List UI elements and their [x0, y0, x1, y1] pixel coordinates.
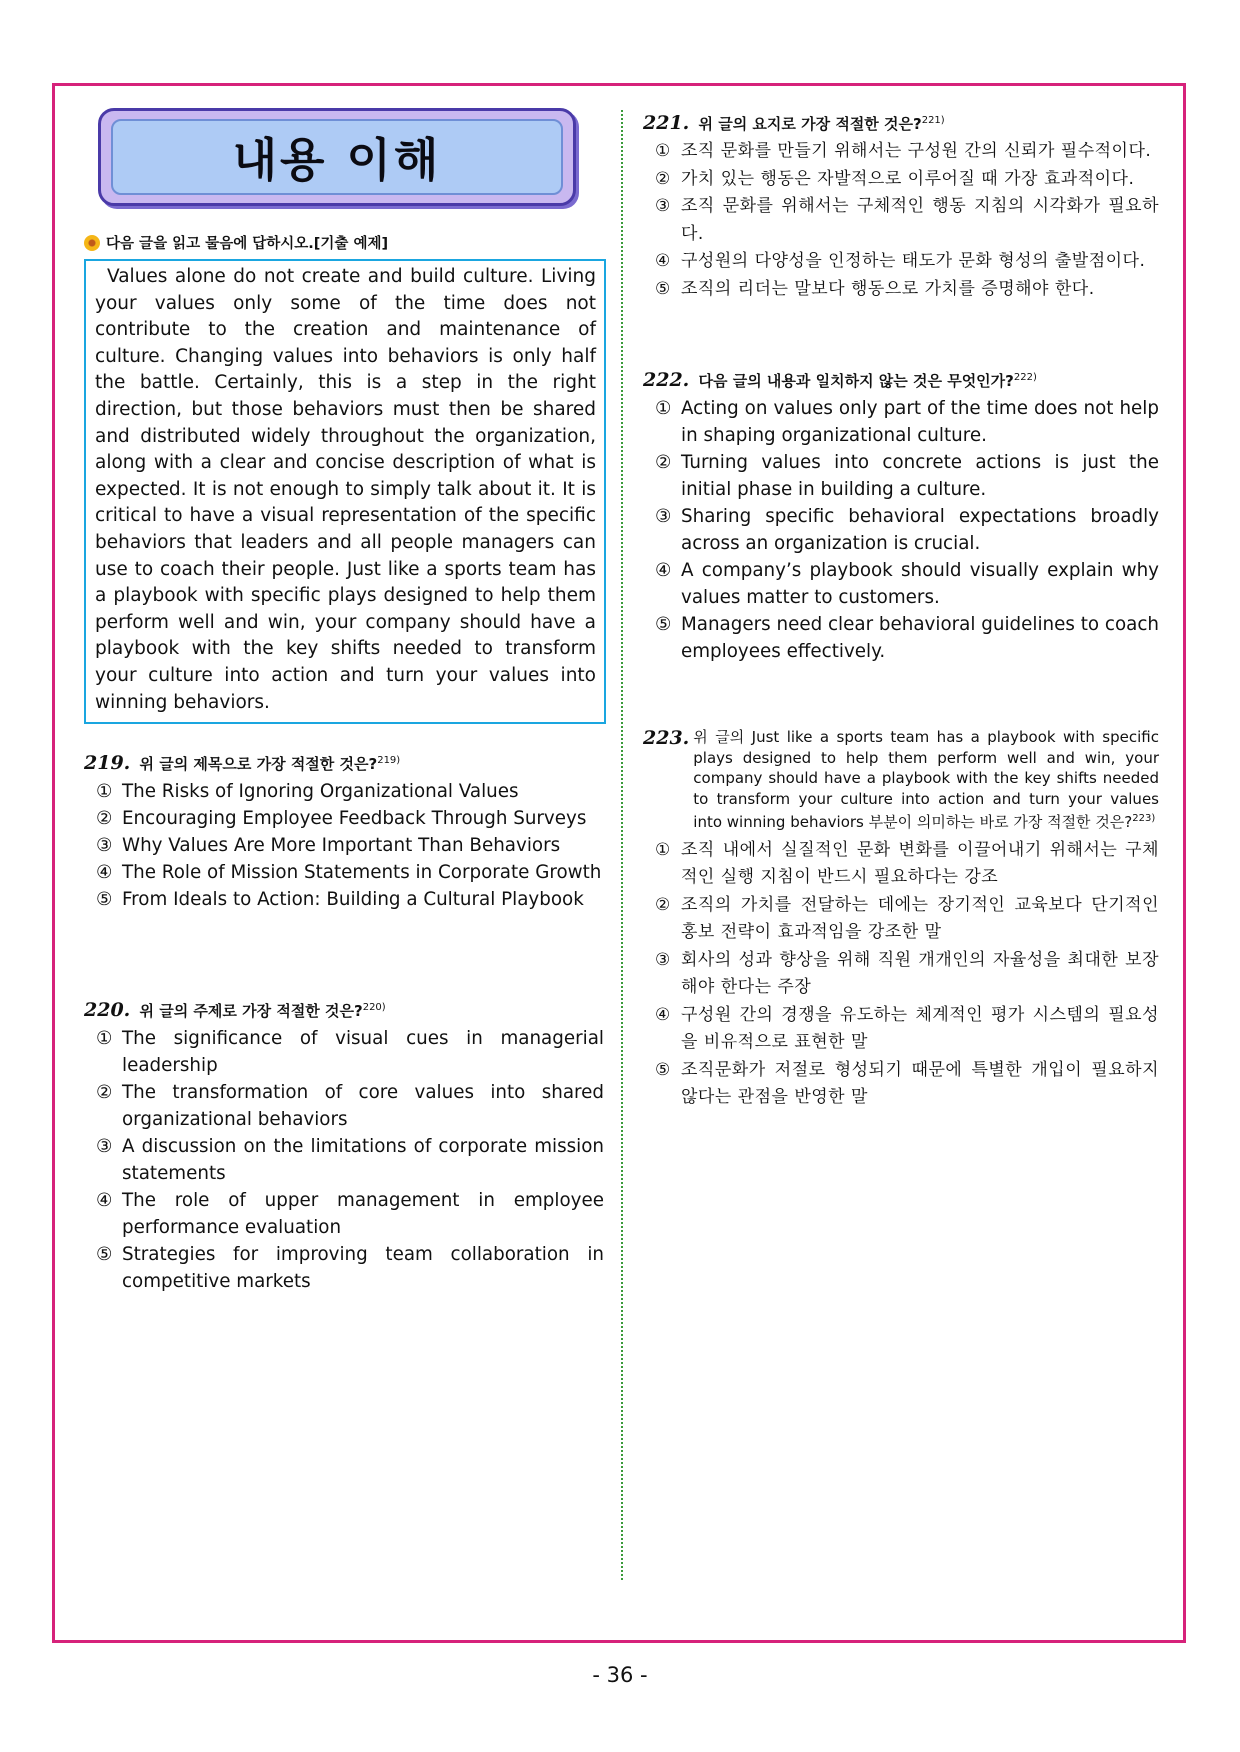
- question-number: 219.: [84, 752, 131, 775]
- options-list: [643, 837, 1159, 1112]
- option-item[interactable]: ⑤ 조직의 리더는 말보다 행동으로 가치를 증명해야 한다.: [655, 278, 1095, 299]
- option-item[interactable]: ② 조직의 가치를 전달하는 데에는 장기적인 교육보다 단기적인 홍보 전략이 효과적임을 강조한 말: [655, 894, 1159, 942]
- option-item[interactable]: ① 조직 문화를 만들기 위해서는 구성원 간의 신뢰가 필수적이다.: [655, 141, 1152, 161]
- question-number: 220.: [84, 999, 131, 1022]
- option-item[interactable]: ① Acting on values only part of the time does not help in shaping organizational culture.: [655, 398, 1159, 446]
- instruction-text: 다음 글을 읽고 물음에 답하시오.[기출 예제]: [106, 236, 389, 252]
- option-item[interactable]: ③ 조직 문화를 위해서는 구체적인 행동 지침의 시각화가 필요하다.: [655, 196, 1159, 244]
- options-list: [84, 1025, 604, 1295]
- question-number: 222.: [643, 369, 690, 391]
- page-number: - 36 -: [592, 1663, 648, 1687]
- option-item[interactable]: ② 가치 있는 행동은 자발적으로 이루어질 때 가장 효과적이다.: [655, 168, 1135, 189]
- footnote-ref: 220): [362, 1002, 386, 1014]
- option-item[interactable]: ⑤ From Ideals to Action: Building a Cultural Playbook: [96, 889, 584, 911]
- question-219: [84, 752, 604, 913]
- option-item[interactable]: ④ 구성원 간의 경쟁을 유도하는 체계적인 평가 시스템의 필요성을 비유적으로 표현한 말: [655, 1004, 1159, 1052]
- option-item[interactable]: ② The transformation of core values into shared organizational behaviors: [96, 1082, 604, 1131]
- column-divider: [621, 110, 623, 1580]
- footnote-ref: 223): [1132, 813, 1156, 824]
- question-223: [643, 727, 1159, 1112]
- option-item[interactable]: ① The significance of visual cues in managerial leadership: [96, 1028, 604, 1077]
- option-item[interactable]: ④ The role of upper management in employee performance evaluation: [96, 1190, 604, 1239]
- passage-text: Values alone do not create and build culture. Living your values only some of the time does not contribute to the creation and maintenance of culture. Changing values into behaviors is only half the battle. Certainly, this is a step in the right direction, but those behaviors must then be shared and distributed widely throughout the organization, along with a clear and concise description of what is expected. It is not enough to simply talk about it. It is critical to have a visual representation of the specific behaviors that leaders and all people managers can use to coach their people. Just like a sports team has a playbook with specific plays designed to help them perform well and win, your company should have a playbook with the key shifts needed to transform your culture into action and turn your values into winning behaviors.: [95, 266, 596, 713]
- option-item[interactable]: ⑤ 조직문화가 저절로 형성되기 때문에 특별한 개입이 필요하지 않다는 관점을 반영한 말: [655, 1059, 1159, 1107]
- options-list: [643, 395, 1159, 665]
- question-stem: 위 글의 제목으로 가장 적절한 것은?: [139, 755, 378, 774]
- option-item[interactable]: ④ 구성원의 다양성을 인정하는 태도가 문화 형성의 출발점이다.: [655, 251, 1146, 271]
- option-item[interactable]: ⑤ Managers need clear behavioral guidelines to coach employees effectively.: [655, 614, 1159, 662]
- option-item[interactable]: ① The Risks of Ignoring Organizational Values: [96, 781, 519, 803]
- option-item[interactable]: ④ The Role of Mission Statements in Corporate Growth: [96, 862, 602, 884]
- option-item[interactable]: ⑤ Strategies for improving team collaboration in competitive markets: [96, 1244, 604, 1293]
- question-220: [84, 999, 604, 1295]
- question-stem: 다음 글의 내용과 일치하지 않는 것은 무엇인가?: [698, 372, 1014, 390]
- section-title-box: [98, 108, 576, 206]
- question-number: 223.: [643, 727, 690, 749]
- option-item[interactable]: ④ A company’s playbook should visually explain why values matter to customers.: [655, 560, 1159, 608]
- question-221: [643, 112, 1159, 303]
- instruction-line: [84, 232, 604, 253]
- option-item[interactable]: ③ A discussion on the limitations of corporate mission statements: [96, 1136, 604, 1185]
- option-item[interactable]: ③ Sharing specific behavioral expectations broadly across an organization is crucial.: [655, 506, 1159, 554]
- footnote-ref: 222): [1013, 372, 1037, 383]
- question-stem: 위 글의 요지로 가장 적절한 것은?: [698, 115, 922, 133]
- left-column: [84, 108, 604, 1295]
- option-item[interactable]: ③ 회사의 성과 향상을 위해 직원 개개인의 자율성을 최대한 보장해야 한다는 주장: [655, 949, 1159, 997]
- section-title: 내용 이해: [232, 133, 442, 187]
- footnote-ref: 221): [921, 115, 945, 126]
- flower-icon: [84, 235, 100, 251]
- question-number: 221.: [643, 112, 690, 134]
- option-item[interactable]: ② Encouraging Employee Feedback Through Surveys: [96, 808, 587, 830]
- options-list: [84, 778, 604, 913]
- option-item[interactable]: ② Turning values into concrete actions is just the initial phase in building a culture.: [655, 452, 1159, 500]
- question-222: [643, 369, 1159, 665]
- options-list: [643, 138, 1159, 303]
- option-item[interactable]: ① 조직 내에서 실질적인 문화 변화를 이끌어내기 위해서는 구체적인 실행 지침이 반드시 필요하다는 강조: [655, 839, 1159, 887]
- question-stem: 위 글의 주제로 가장 적절한 것은?: [139, 1002, 363, 1021]
- right-column: [643, 112, 1159, 1112]
- question-stem: 위 글의 Just like a sports team has a playbook with specific plays designed to help them perform well and win, your company should have a playbook with the key shifts needed to transform your culture into action and turn your values into winning behaviors 부분이 의미하는 바로 가장 적절한 것은?: [693, 728, 1159, 831]
- option-item[interactable]: ③ Why Values Are More Important Than Behaviors: [96, 835, 561, 857]
- passage-box: [84, 259, 606, 724]
- footnote-ref: 219): [377, 755, 401, 767]
